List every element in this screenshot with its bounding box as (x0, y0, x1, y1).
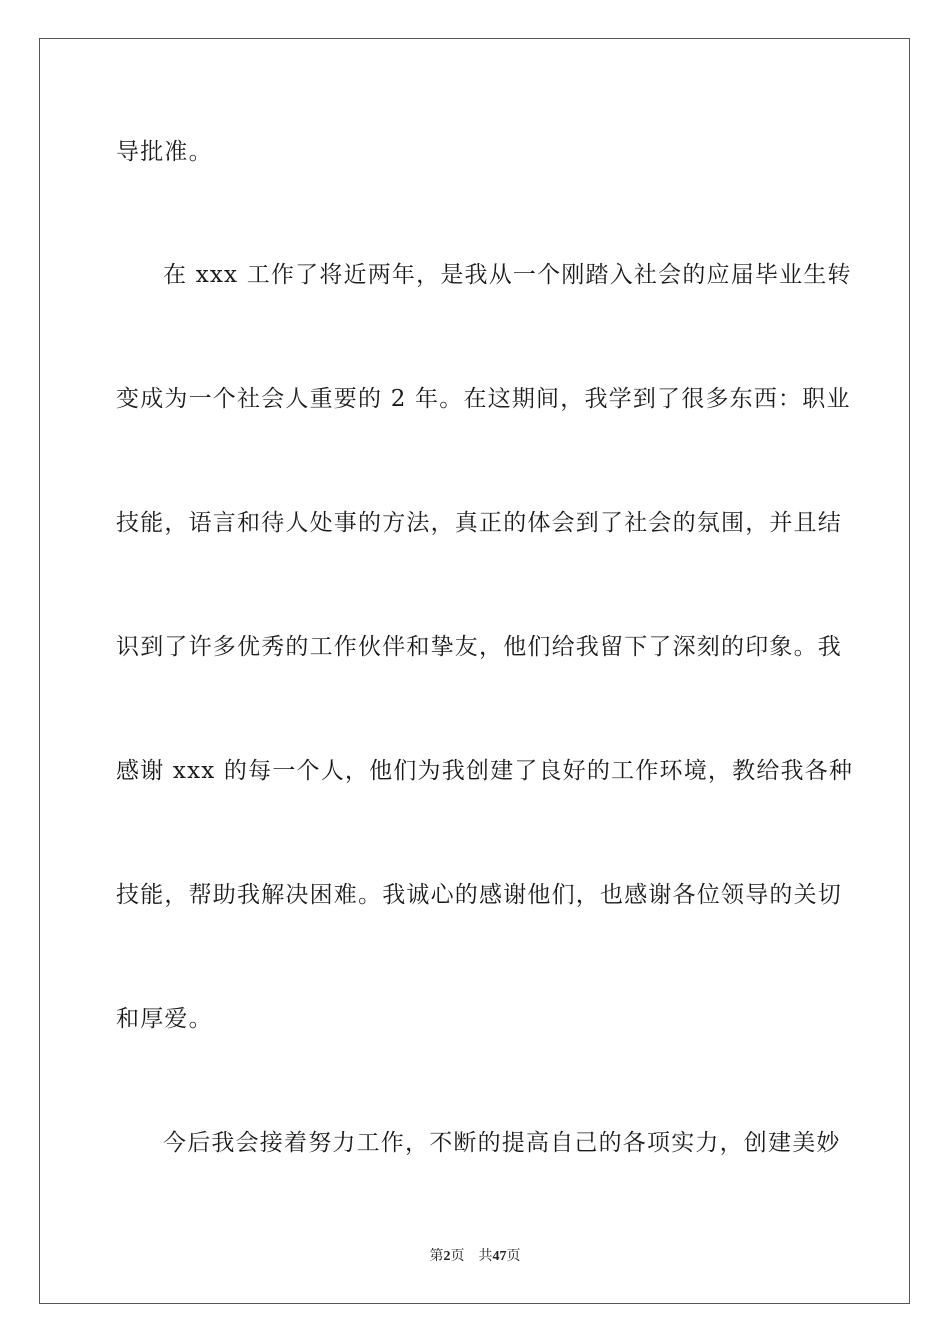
paragraph-line: 和厚爱。 (116, 1006, 213, 1032)
paragraph-line: 变成为一个社会人重要的 2 年。在这期间，我学到了很多东西：职业 (116, 386, 851, 412)
paragraph-line: 识到了许多优秀的工作伙伴和挚友，他们给我留下了深刻的印象。我 (116, 634, 842, 660)
paragraph-line: 在 xxx 工作了将近两年，是我从一个刚踏入社会的应届毕业生转 (163, 262, 852, 288)
current-page-number: 2 (443, 1249, 451, 1264)
total-suffix: 页 (506, 1248, 521, 1264)
paragraph-line: 导批准。 (116, 139, 213, 165)
paragraph-line: 技能，语言和待人处事的方法，真正的体会到了社会的氛围，并且结 (116, 510, 842, 536)
page-footer (0, 1246, 950, 1267)
total-pages-number: 47 (492, 1249, 507, 1264)
paragraph-line: 今后我会接着努力工作，不断的提高自己的各项实力，创建美妙 (163, 1130, 841, 1156)
page-suffix: 页 (450, 1248, 465, 1264)
paragraph-line: 技能，帮助我解决困难。我诚心的感谢他们，也感谢各位领导的关切 (116, 882, 842, 908)
page-prefix: 第 (429, 1248, 444, 1264)
total-prefix: 共 (478, 1248, 493, 1264)
paragraph-line: 感谢 xxx 的每一个人，他们为我创建了良好的工作环境，教给我各种 (116, 758, 854, 784)
page-border (39, 38, 910, 1304)
